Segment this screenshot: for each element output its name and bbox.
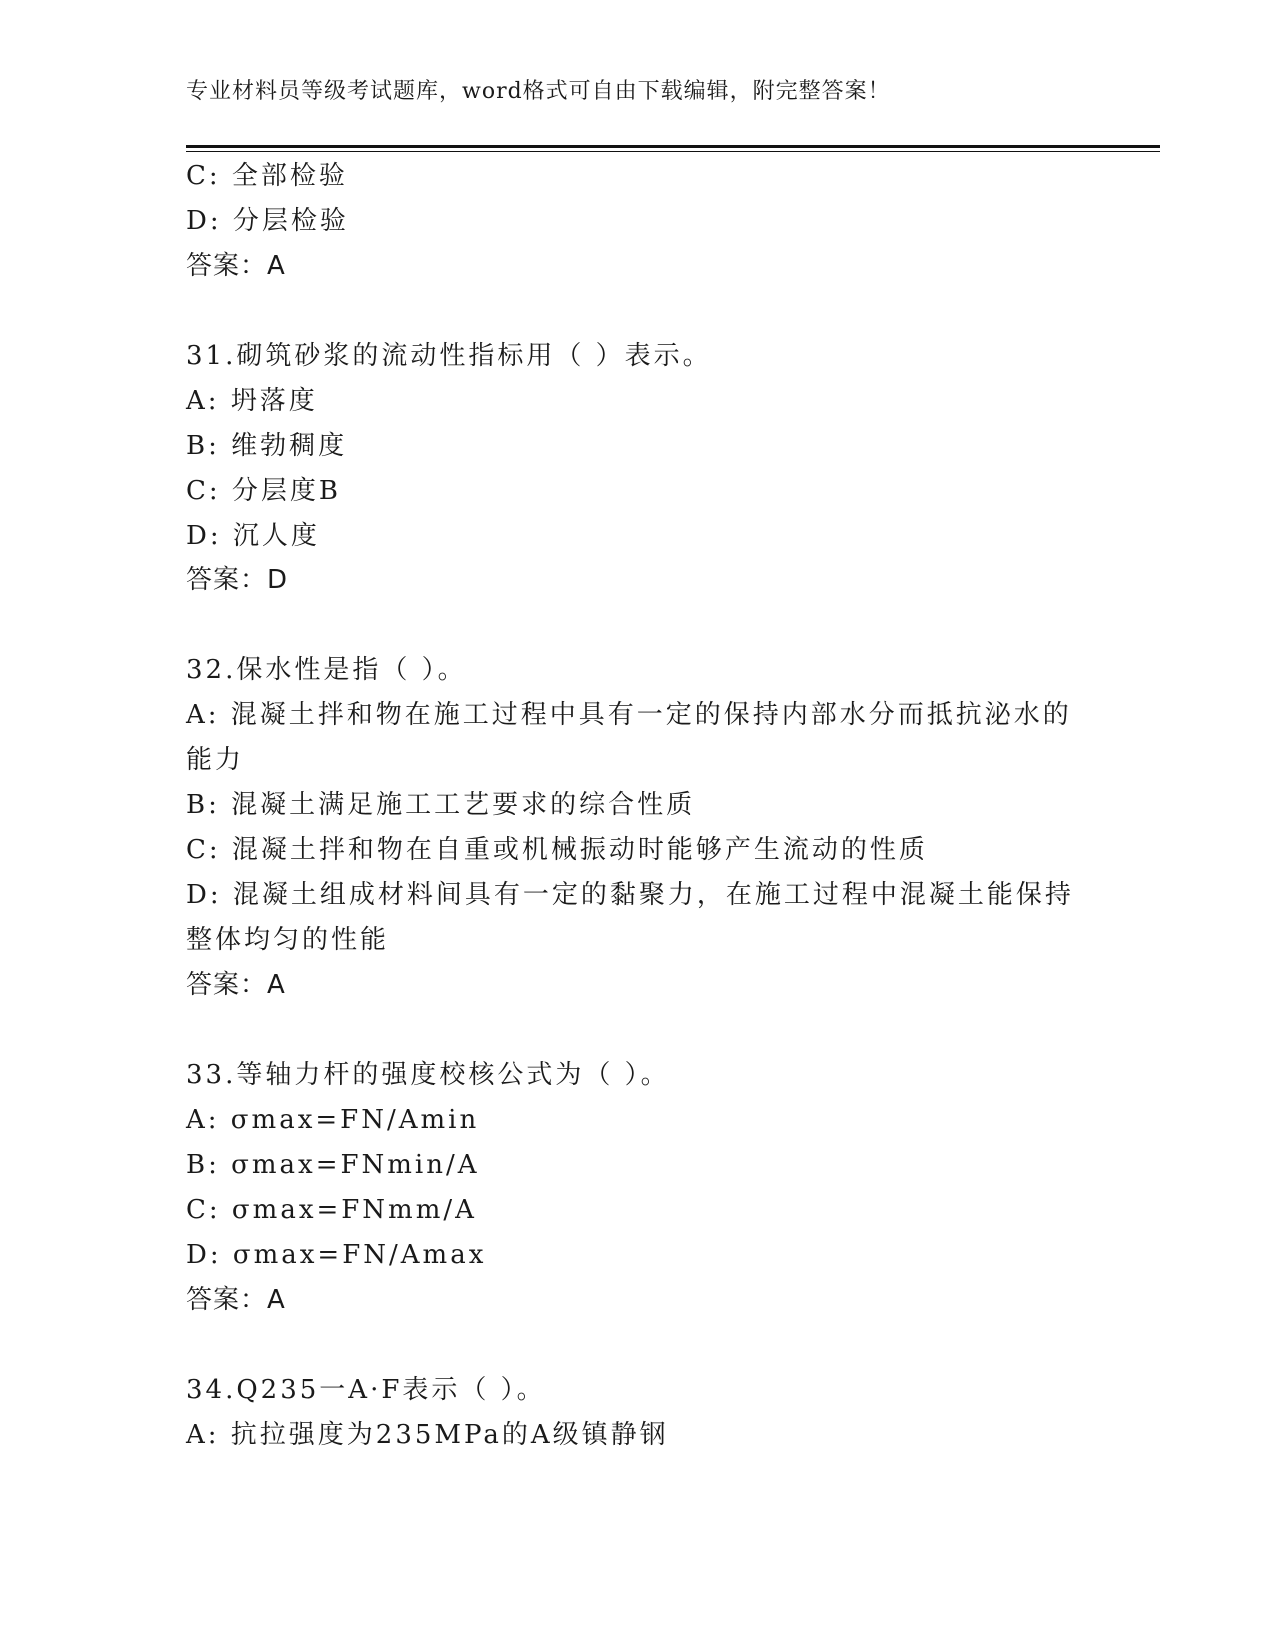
option-line: C: 混凝土拌和物在自重或机械振动时能够产生流动的性质 bbox=[186, 835, 928, 865]
option-line: A: σmax=FN/Amin bbox=[186, 1105, 480, 1135]
answer-line: 答案：A bbox=[186, 970, 286, 1000]
header-divider-thin bbox=[186, 151, 1160, 152]
page-header: 专业材料员等级考试题库，word格式可自由下载编辑，附完整答案！ bbox=[186, 79, 891, 104]
option-line: C: σmax=FNmm/A bbox=[186, 1195, 477, 1225]
option-line: D: 混凝土组成材料间具有一定的黏聚力，在施工过程中混凝土能保持 bbox=[186, 880, 1074, 910]
answer-line: 答案：A bbox=[186, 1285, 286, 1315]
option-line: D: 沉人度 bbox=[186, 521, 320, 551]
option-line: D: σmax=FN/Amax bbox=[186, 1240, 487, 1270]
answer-line: 答案：A bbox=[186, 251, 286, 281]
option-line: A: 混凝土拌和物在施工过程中具有一定的保持内部水分而抵抗泌水的 bbox=[186, 700, 1072, 730]
option-line: D: 分层检验 bbox=[186, 206, 349, 236]
question-stem: 33.等轴力杆的强度校核公式为（ ）。 bbox=[186, 1060, 670, 1090]
answer-line: 答案：D bbox=[186, 565, 289, 595]
option-line: B: σmax=FNmin/A bbox=[186, 1150, 480, 1180]
question-stem: 32.保水性是指（ ）。 bbox=[186, 655, 467, 685]
option-line: A: 坍落度 bbox=[186, 386, 318, 416]
header-divider-thick bbox=[186, 145, 1160, 148]
option-line: C: 全部检验 bbox=[186, 161, 348, 191]
option-line: B: 维勃稠度 bbox=[186, 431, 348, 461]
option-line: C: 分层度B bbox=[186, 476, 342, 506]
option-line: 整体均匀的性能 bbox=[186, 925, 390, 955]
option-line: A: 抗拉强度为235MPa的A级镇静钢 bbox=[186, 1420, 669, 1450]
question-stem: 31.砌筑砂浆的流动性指标用（ ）表示。 bbox=[186, 341, 712, 371]
option-line: B: 混凝土满足施工工艺要求的综合性质 bbox=[186, 790, 696, 820]
question-stem: 34.Q235一A·F表示（ ）。 bbox=[186, 1375, 546, 1405]
option-line: 能力 bbox=[186, 745, 245, 775]
